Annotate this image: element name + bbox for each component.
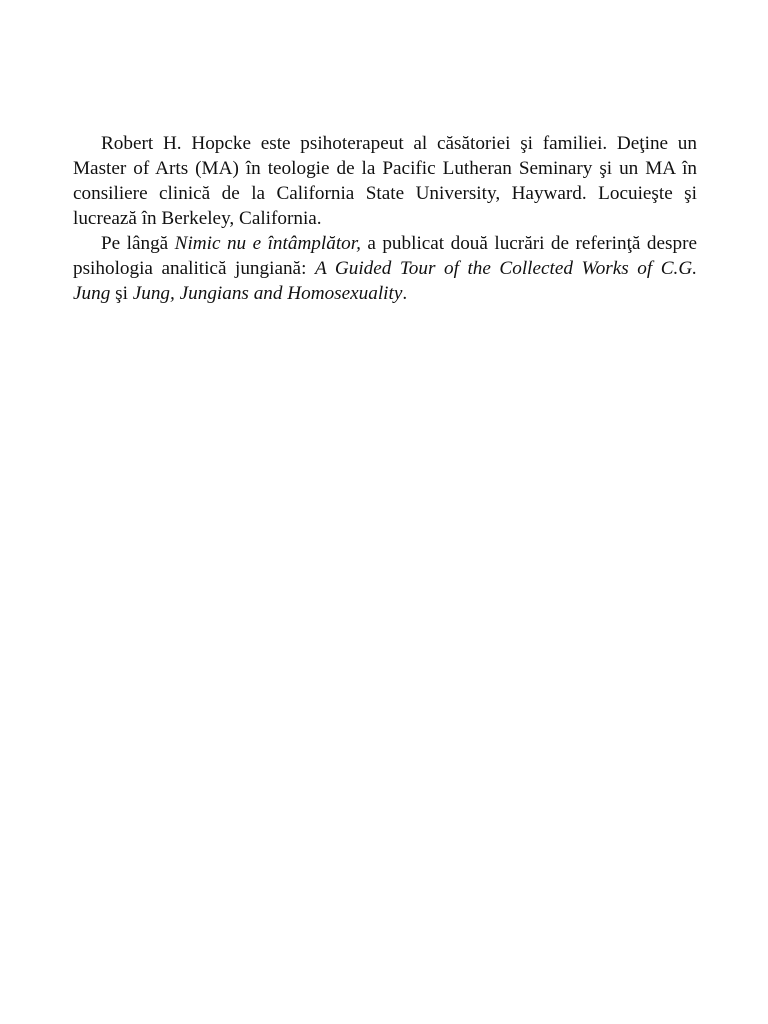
publications-text-3: şi	[110, 283, 133, 304]
page-content	[73, 131, 697, 306]
publications-paragraph	[73, 231, 697, 306]
book-title-jung-jungians: Jung, Jungians and Homosexuality	[132, 283, 403, 304]
publications-text-1: Pe lângă	[101, 233, 175, 254]
book-title-guided-tour: A Guided Tour of the Collected Works of C.G. Jung	[73, 258, 698, 304]
book-title-nimic: Nimic nu e întâmplător,	[174, 233, 361, 254]
author-bio-paragraph: Robert H. Hopcke este psihoterapeut al căsătoriei şi familiei. Deţine un Master of Arts (MA) în teologie de la Pacific Lutheran Seminary şi un MA în consiliere clinică de la California State University, Hayward. Locuieşte şi lucrează în Berkeley, California.	[73, 133, 697, 229]
publications-text-2: a publicat două lucrări de referinţă despre psihologia analitică jungiană:	[73, 233, 697, 279]
publications-text-4: .	[402, 283, 408, 304]
